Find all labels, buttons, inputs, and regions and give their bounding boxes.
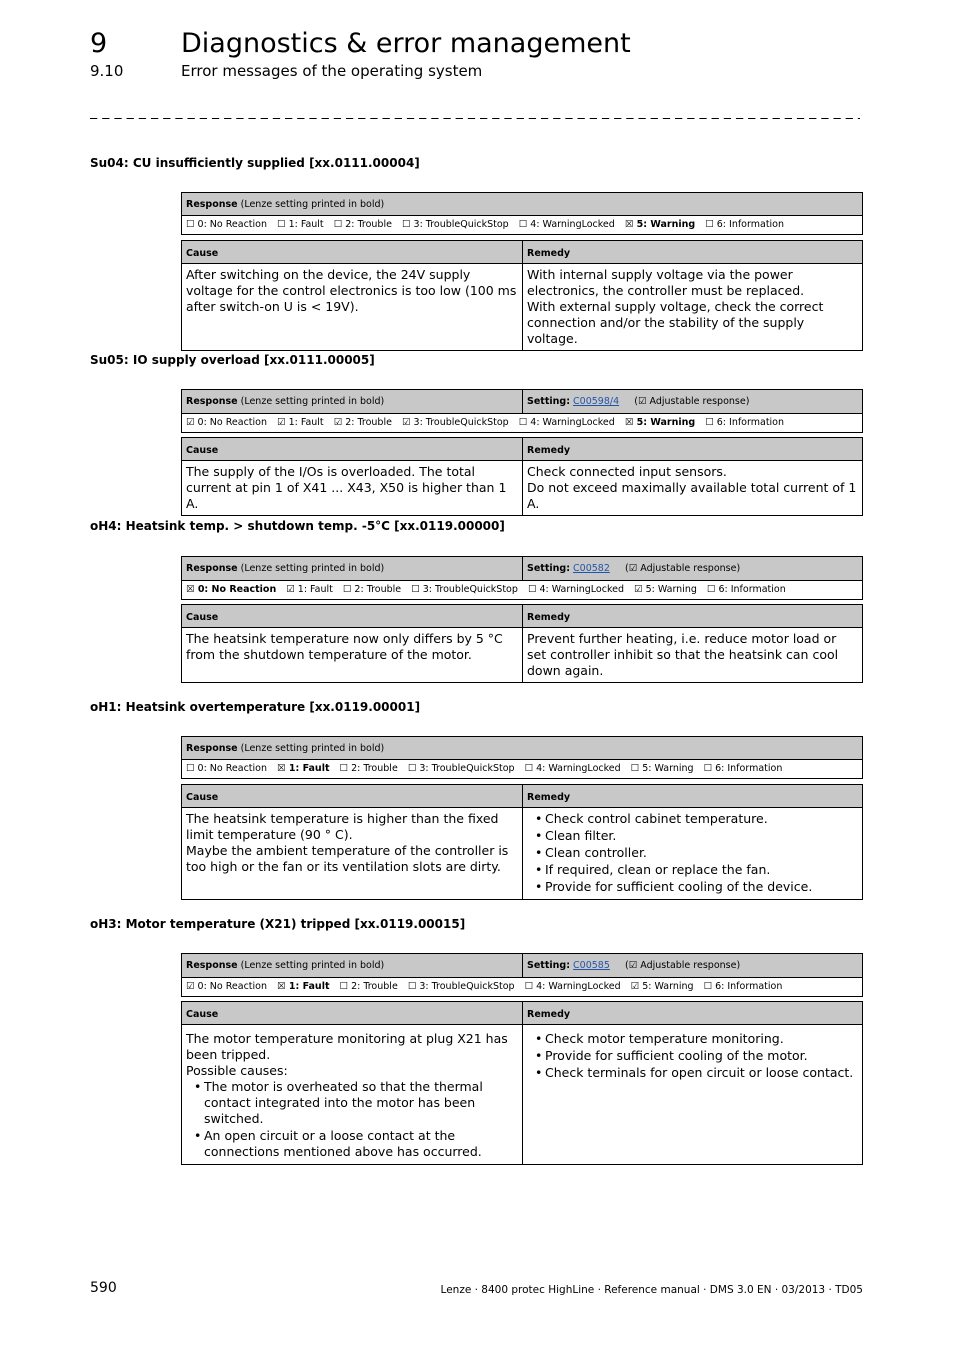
adjustable-note: (☑ Adjustable response) bbox=[634, 396, 750, 407]
remedy-header: Remedy bbox=[523, 1002, 863, 1025]
response-label: Response bbox=[186, 563, 238, 574]
chapter-title: Diagnostics & error management bbox=[181, 28, 631, 59]
option-trouble: ☐ 2: Trouble bbox=[339, 981, 398, 992]
lenze-note: (Lenze setting printed in bold) bbox=[237, 563, 385, 574]
option-no-reaction: ☐ 0: No Reaction bbox=[186, 763, 268, 774]
cause-cell bbox=[182, 808, 523, 900]
section-heading-su04: Su04: CU insufficiently supplied [xx.0111.00004] bbox=[90, 156, 420, 170]
list-item: • Provide for sufficient cooling of the motor. bbox=[545, 1048, 858, 1064]
setting-label: Setting: bbox=[527, 960, 570, 971]
option-information: ☐ 6: Information bbox=[703, 981, 783, 992]
option-information: ☐ 6: Information bbox=[705, 417, 785, 428]
cause-header: Cause bbox=[182, 605, 523, 628]
response-box-oh4 bbox=[181, 556, 863, 600]
option-warning: ☒ 5: Warning bbox=[624, 219, 696, 230]
option-information: ☐ 6: Information bbox=[706, 584, 786, 595]
remedy-line: Check connected input sensors. bbox=[527, 464, 727, 479]
remedy-line: With internal supply voltage via the power electronics, the controller must be replaced. bbox=[527, 267, 805, 298]
setting-code-link[interactable]: C00598/4 bbox=[573, 396, 620, 407]
lenze-note: (Lenze setting printed in bold) bbox=[237, 396, 385, 407]
remedy-header: Remedy bbox=[523, 605, 863, 628]
section-title: Error messages of the operating system bbox=[181, 62, 483, 80]
option-information: ☐ 6: Information bbox=[705, 219, 785, 230]
option-fault: ☑ 1: Fault bbox=[286, 584, 333, 595]
list-item: • Clean filter. bbox=[545, 828, 858, 844]
option-trouble-quickstop: ☐ 3: TroubleQuickStop bbox=[407, 763, 515, 774]
section-heading-su05: Su05: IO supply overload [xx.0111.00005] bbox=[90, 353, 375, 367]
cause-line: Maybe the ambient temperature of the controller is too high or the fan or its ventilation slots are dirty. bbox=[186, 843, 509, 874]
option-warning-locked: ☐ 4: WarningLocked bbox=[527, 584, 624, 595]
response-options bbox=[182, 414, 862, 432]
option-trouble-quickstop: ☐ 3: TroubleQuickStop bbox=[407, 981, 515, 992]
cause-cell: The supply of the I/Os is overloaded. The total current at pin 1 of X41 ... X43, X50 is higher than 1 A. bbox=[182, 461, 523, 516]
option-warning: ☐ 5: Warning bbox=[630, 763, 694, 774]
list-item: • An open circuit or a loose contact at the connections mentioned above has occurred. bbox=[204, 1128, 518, 1160]
option-no-reaction: ☒ 0: No Reaction bbox=[186, 584, 277, 595]
list-item: • Check control cabinet temperature. bbox=[545, 811, 858, 827]
remedy-header: Remedy bbox=[523, 241, 863, 264]
cause-line: Possible causes: bbox=[186, 1063, 288, 1078]
option-fault: ☒ 1: Fault bbox=[277, 763, 330, 774]
cause-header: Cause bbox=[182, 438, 523, 461]
option-trouble-quickstop: ☐ 3: TroubleQuickStop bbox=[411, 584, 518, 595]
remedy-cell bbox=[523, 808, 863, 900]
response-label: Response bbox=[186, 743, 238, 754]
option-trouble: ☐ 2: Trouble bbox=[342, 584, 402, 595]
section-heading-oh3: oH3: Motor temperature (X21) tripped [xx.0119.00015] bbox=[90, 917, 466, 931]
setting-label: Setting: bbox=[527, 563, 570, 574]
section-number: 9.10 bbox=[90, 62, 124, 80]
option-trouble: ☑ 2: Trouble bbox=[333, 417, 392, 428]
option-no-reaction: ☑ 0: No Reaction bbox=[186, 981, 268, 992]
option-warning-locked: ☐ 4: WarningLocked bbox=[524, 763, 621, 774]
response-label: Response bbox=[186, 199, 238, 210]
footer-text: Lenze · 8400 protec HighLine · Reference manual · DMS 3.0 EN · 03/2013 · TD05 bbox=[440, 1284, 863, 1296]
response-box-oh1 bbox=[181, 736, 863, 779]
section-heading-oh1: oH1: Heatsink overtemperature [xx.0119.00001] bbox=[90, 700, 421, 714]
response-options bbox=[182, 581, 862, 599]
cause-remedy-table-oh4 bbox=[181, 604, 863, 683]
list-item: • Check motor temperature monitoring. bbox=[545, 1031, 858, 1047]
option-warning-locked: ☐ 4: WarningLocked bbox=[518, 417, 615, 428]
option-warning-locked: ☐ 4: WarningLocked bbox=[518, 219, 615, 230]
list-item: • Clean controller. bbox=[545, 845, 858, 861]
response-label: Response bbox=[186, 960, 238, 971]
option-warning-locked: ☐ 4: WarningLocked bbox=[524, 981, 621, 992]
response-box-su04 bbox=[181, 192, 863, 235]
cause-header: Cause bbox=[182, 241, 523, 264]
response-box-oh3 bbox=[181, 953, 863, 997]
option-no-reaction: ☐ 0: No Reaction bbox=[186, 219, 268, 230]
list-item: • If required, clean or replace the fan. bbox=[545, 862, 858, 878]
response-box-su05 bbox=[181, 389, 863, 433]
option-trouble: ☐ 2: Trouble bbox=[339, 763, 398, 774]
option-trouble: ☐ 2: Trouble bbox=[333, 219, 392, 230]
cause-remedy-table-oh3 bbox=[181, 1001, 863, 1165]
remedy-cell bbox=[523, 461, 863, 516]
remedy-line: With external supply voltage, check the correct connection and/or the stability of the supply voltage. bbox=[527, 299, 824, 346]
remedy-header: Remedy bbox=[523, 438, 863, 461]
adjustable-note: (☑ Adjustable response) bbox=[625, 960, 741, 971]
remedy-list bbox=[527, 811, 858, 895]
response-options bbox=[182, 216, 862, 234]
option-fault: ☑ 1: Fault bbox=[277, 417, 324, 428]
page-number: 590 bbox=[90, 1280, 117, 1296]
response-label: Response bbox=[186, 396, 238, 407]
option-fault: ☐ 1: Fault bbox=[277, 219, 324, 230]
remedy-cell bbox=[523, 1025, 863, 1165]
option-no-reaction: ☑ 0: No Reaction bbox=[186, 417, 268, 428]
option-trouble-quickstop: ☑ 3: TroubleQuickStop bbox=[401, 417, 509, 428]
response-options bbox=[182, 760, 862, 778]
remedy-list bbox=[527, 1031, 858, 1081]
header-divider bbox=[90, 118, 860, 119]
cause-list bbox=[186, 1079, 518, 1160]
cause-cell: The heatsink temperature now only differs by 5 °C from the shutdown temperature of the motor. bbox=[182, 628, 523, 683]
chapter-number: 9 bbox=[90, 28, 108, 59]
cause-remedy-table-su04 bbox=[181, 240, 863, 351]
list-item: • Provide for sufficient cooling of the device. bbox=[545, 879, 858, 895]
option-warning: ☒ 5: Warning bbox=[624, 417, 696, 428]
remedy-cell: Prevent further heating, i.e. reduce motor load or set controller inhibit so that the heatsink can cool down again. bbox=[523, 628, 863, 683]
cause-header: Cause bbox=[182, 1002, 523, 1025]
section-heading-oh4: oH4: Heatsink temp. > shutdown temp. -5°C [xx.0119.00000] bbox=[90, 519, 505, 533]
cause-remedy-table-oh1 bbox=[181, 784, 863, 900]
list-item: • The motor is overheated so that the thermal contact integrated into the motor has been switched. bbox=[204, 1079, 518, 1127]
cause-remedy-table-su05 bbox=[181, 437, 863, 516]
option-fault: ☒ 1: Fault bbox=[277, 981, 330, 992]
lenze-note: (Lenze setting printed in bold) bbox=[237, 743, 385, 754]
cause-cell: After switching on the device, the 24V supply voltage for the control electronics is too low (100 ms after switch-on U is < 19V). bbox=[182, 264, 523, 351]
option-warning: ☑ 5: Warning bbox=[634, 584, 697, 595]
lenze-note: (Lenze setting printed in bold) bbox=[237, 199, 385, 210]
option-trouble-quickstop: ☐ 3: TroubleQuickStop bbox=[401, 219, 509, 230]
option-warning: ☑ 5: Warning bbox=[630, 981, 694, 992]
remedy-header: Remedy bbox=[523, 785, 863, 808]
list-item: • Check terminals for open circuit or loose contact. bbox=[545, 1065, 858, 1081]
remedy-line: Do not exceed maximally available total current of 1 A. bbox=[527, 480, 857, 511]
remedy-cell bbox=[523, 264, 863, 351]
setting-code-link[interactable]: C00585 bbox=[573, 960, 610, 971]
adjustable-note: (☑ Adjustable response) bbox=[625, 563, 741, 574]
option-information: ☐ 6: Information bbox=[703, 763, 783, 774]
lenze-note: (Lenze setting printed in bold) bbox=[237, 960, 385, 971]
response-options bbox=[182, 978, 862, 996]
cause-line: The motor temperature monitoring at plug X21 has been tripped. bbox=[186, 1031, 508, 1062]
cause-line: The heatsink temperature is higher than the fixed limit temperature (90 ° C). bbox=[186, 811, 499, 842]
setting-code-link[interactable]: C00582 bbox=[573, 563, 610, 574]
cause-header: Cause bbox=[182, 785, 523, 808]
setting-label: Setting: bbox=[527, 396, 570, 407]
cause-cell bbox=[182, 1025, 523, 1165]
